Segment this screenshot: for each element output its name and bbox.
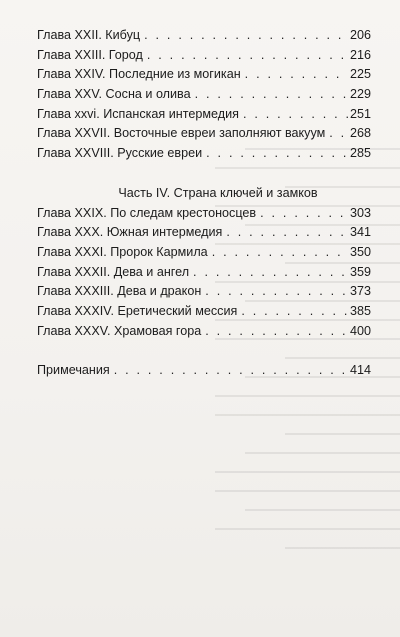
toc-entry-title: Глава XXVII. Восточные евреи заполняют вакуум [37,126,326,141]
toc-entry-page: 350 [349,244,371,259]
toc-entry-page: 373 [349,284,371,299]
dot-leader [212,243,348,263]
toc-entry [37,65,371,85]
toc-entry-page: 229 [349,87,371,102]
part-heading: Часть IV. Страна ключей и замков [118,185,318,200]
dot-leader [144,26,348,46]
toc-entry-page: 285 [349,146,371,161]
toc-entry-title: Глава XXX. Южная интермедия [37,225,223,240]
toc-entry-page: 385 [349,303,371,318]
toc-entry [37,124,371,144]
toc-entry-page: 414 [349,363,371,378]
toc-entry-title: Глава XXV. Сосна и олива [37,87,191,102]
dot-leader [193,263,348,283]
dot-leader [226,223,348,243]
toc-entry-page: 206 [349,28,371,42]
toc-entry-page: 216 [349,47,371,62]
toc-entry-title: Глава xxvi. Испанская интермедия [37,106,239,121]
dot-leader [260,204,348,224]
toc-entry-page: 225 [349,67,371,82]
toc-entry-title: Глава XXXII. Дева и ангел [37,264,190,279]
toc-entry-title: Глава XXII. Кибуц [37,28,141,42]
toc-entry-title: Примечания [37,363,110,378]
toc-entry-title: Глава XXIII. Город [37,47,143,62]
toc-entry-title: Глава XXXI. Пророк Кармила [37,244,208,259]
toc-entry [37,263,371,283]
toc-entry-title: Глава XXVIII. Русские евреи [37,146,203,161]
toc-entry-page: 359 [349,264,371,279]
toc-entry-title: Глава XXXIV. Еретический мессия [37,303,238,318]
dot-leader [245,65,348,85]
toc-entry [37,243,371,263]
toc-entry-title: Глава XXIV. Последние из могикан [37,67,241,82]
toc-entry [37,282,371,302]
dot-leader [241,302,348,322]
section-spacer [37,341,371,361]
toc-entry [37,105,371,125]
table-of-contents [37,26,371,381]
toc-entry [37,26,371,46]
toc-entry-page: 303 [349,205,371,220]
toc-entry [37,302,371,322]
dot-leader [205,282,348,302]
toc-entry-notes [37,361,371,381]
toc-entry-page: 400 [349,323,371,338]
toc-entry-title: Глава XXXIII. Дева и дракон [37,284,202,299]
toc-entry-page: 251 [349,106,371,121]
toc-entry [37,322,371,342]
toc-entry [37,223,371,243]
toc-entry [37,204,371,224]
toc-entry-page: 268 [349,126,371,141]
dot-leader [206,144,348,164]
dot-leader [195,85,348,105]
dot-leader [147,46,348,66]
toc-entry [37,46,371,66]
dot-leader [243,105,348,125]
toc-entry [37,85,371,105]
dot-leader [114,361,348,381]
dot-leader [329,124,348,144]
toc-entry [37,144,371,164]
toc-entry-page: 341 [349,225,371,240]
toc-entry-title: Глава XXXV. Храмовая гора [37,323,202,338]
dot-leader [205,322,348,342]
toc-entry-title: Глава XXIX. По следам крестоносцев [37,205,257,220]
